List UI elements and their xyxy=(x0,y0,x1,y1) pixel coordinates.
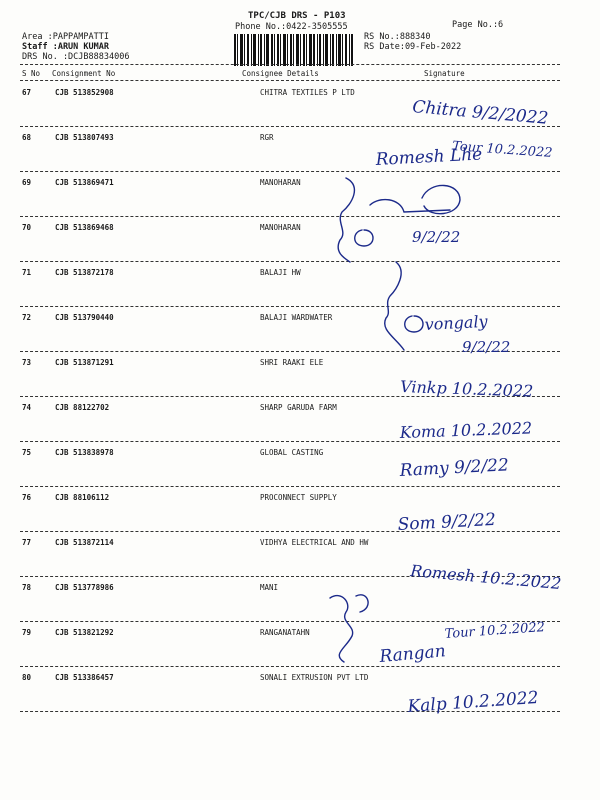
row-divider xyxy=(20,261,560,262)
drs-number: DRS No. :DCJB88834006 xyxy=(22,52,130,62)
scribble-69-70 xyxy=(338,178,354,262)
signature-80: Kalp 10.2.2022 xyxy=(406,687,540,717)
row-consignment-no: CJB 513871291 xyxy=(55,358,114,367)
row-consignee: MANOHARAN xyxy=(260,178,301,187)
row-consignment-no: CJB 513869468 xyxy=(55,223,114,232)
row-sno: 71 xyxy=(22,268,32,277)
row-sno: 75 xyxy=(22,448,32,457)
row-consignment-no: CJB 513807493 xyxy=(55,133,114,142)
row-sno: 74 xyxy=(22,403,32,412)
signature-74: Koma 10.2.2022 xyxy=(399,418,533,442)
row-divider xyxy=(20,126,560,127)
col-signature: Signature xyxy=(424,69,465,78)
row-sno: 70 xyxy=(22,223,32,232)
row-consignee: SONALI EXTRUSION PVT LTD xyxy=(260,673,369,682)
signature-73: Vinkp 10.2.2022 xyxy=(399,377,534,401)
signature-79: Rangan xyxy=(378,641,447,667)
document-title: TPC/CJB DRS - P103 xyxy=(248,11,346,21)
scribble-70-circle xyxy=(355,230,373,246)
rs-date: RS Date:09-Feb-2022 xyxy=(364,42,462,52)
row-consignment-no: CJB 513790440 xyxy=(55,313,114,322)
row-divider xyxy=(20,306,560,307)
row-consignment-no: CJB 513821292 xyxy=(55,628,114,637)
barcode xyxy=(232,34,354,66)
signature-72: vongaly xyxy=(424,311,489,334)
row-divider xyxy=(20,216,560,217)
row-sno: 72 xyxy=(22,313,32,322)
row-consignee: BALAJI WARDWATER xyxy=(260,313,333,322)
row-consignee: PROCONNECT SUPPLY xyxy=(260,493,337,502)
row-consignment-no: CJB 513778986 xyxy=(55,583,114,592)
header-divider-bottom xyxy=(20,80,560,81)
row-divider xyxy=(20,351,560,352)
signature-70-date: 9/2/22 xyxy=(412,228,461,246)
col-sno: S No xyxy=(22,69,41,78)
row-consignee: MANOHARAN xyxy=(260,223,301,232)
row-sno: 68 xyxy=(22,133,32,142)
row-sno: 69 xyxy=(22,178,32,187)
row-divider xyxy=(20,576,560,577)
row-sno: 78 xyxy=(22,583,32,592)
area: Area :PAPPAMPATTI xyxy=(22,32,109,42)
row-consignee: SHRI RAAKI ELE xyxy=(260,358,324,367)
row-consignee: RGR xyxy=(260,133,274,142)
row-consignment-no: CJB 513872178 xyxy=(55,268,114,277)
row-divider xyxy=(20,621,560,622)
row-consignee: BALAJI HW xyxy=(260,268,301,277)
signature-76: Som 9/2/22 xyxy=(397,509,497,535)
rs-number: RS No.:888340 xyxy=(364,32,431,42)
row-consignee: SHARP GARUDA FARM xyxy=(260,403,337,412)
row-divider xyxy=(20,441,560,442)
col-consignment: Consignment No xyxy=(52,69,116,78)
row-divider xyxy=(20,486,560,487)
signature-67: Chitra 9/2/2022 xyxy=(411,97,550,129)
row-sno: 77 xyxy=(22,538,32,547)
staff: Staff :ARUN KUMAR xyxy=(22,42,109,52)
row-sno: 76 xyxy=(22,493,32,502)
row-consignee: GLOBAL CASTING xyxy=(260,448,324,457)
header-divider-top xyxy=(20,64,560,65)
signature-79-date: Tour 10.2.2022 xyxy=(444,620,546,642)
row-divider xyxy=(20,666,560,667)
signature-75: Ramy 9/2/22 xyxy=(399,455,510,481)
scribble-72-circle xyxy=(405,316,423,332)
row-consignee: VIDHYA ELECTRICAL AND HW xyxy=(260,538,369,547)
signature-77: Romesh 10.2.2022 xyxy=(409,561,563,594)
col-consignee: Consignee Details xyxy=(242,69,319,78)
row-sno: 67 xyxy=(22,88,32,97)
row-divider xyxy=(20,396,560,397)
signature-68-date: Tour 10.2.2022 xyxy=(451,139,553,161)
row-consignee: RANGANATAHN xyxy=(260,628,310,637)
row-consignment-no: CJB 513852908 xyxy=(55,88,114,97)
phone-number: Phone No.:0422-3505555 xyxy=(235,22,348,32)
row-consignee: CHITRA TEXTILES P LTD xyxy=(260,88,355,97)
row-consignment-no: CJB 513838978 xyxy=(55,448,114,457)
signature-68: Romesh Lhe xyxy=(375,144,483,170)
row-consignment-no: CJB 513386457 xyxy=(55,673,114,682)
row-divider xyxy=(20,531,560,532)
page-number: Page No.:6 xyxy=(452,20,504,30)
row-sno: 79 xyxy=(22,628,32,637)
row-sno: 73 xyxy=(22,358,32,367)
row-consignment-no: CJB 88106112 xyxy=(55,493,110,502)
row-consignment-no: CJB 513869471 xyxy=(55,178,114,187)
row-divider xyxy=(20,711,560,712)
row-consignment-no: CJB 513872114 xyxy=(55,538,114,547)
scribble-78-79 xyxy=(330,595,368,662)
scribble-69-loop xyxy=(370,185,460,213)
signature-72-date: 9/2/22 xyxy=(462,338,511,356)
row-consignee: MANI xyxy=(260,583,279,592)
row-consignment-no: CJB 88122702 xyxy=(55,403,110,412)
row-sno: 80 xyxy=(22,673,32,682)
row-divider xyxy=(20,171,560,172)
